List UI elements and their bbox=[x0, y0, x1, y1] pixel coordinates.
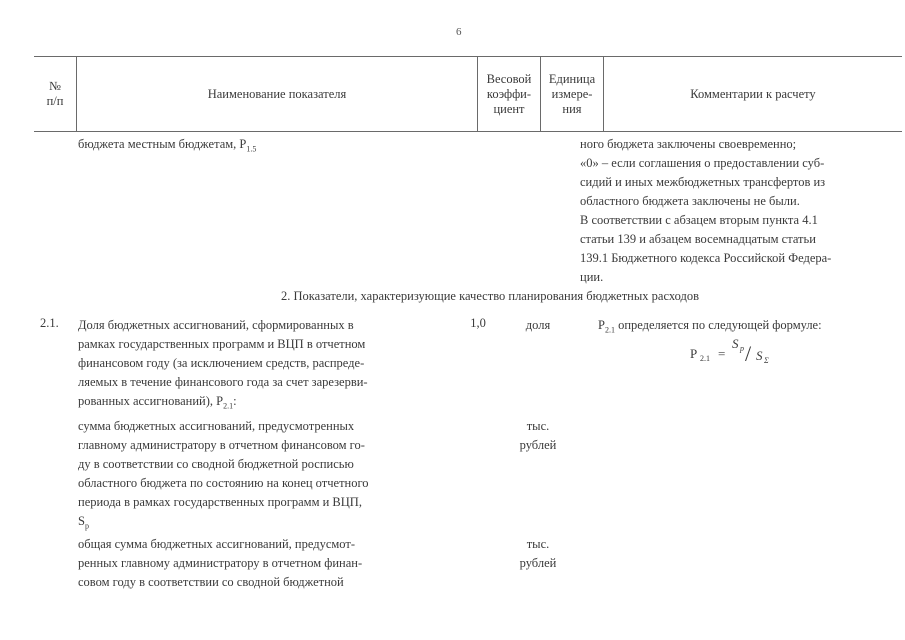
name-last-text: рованных ассигнований), P bbox=[78, 394, 224, 408]
header-col-number: № п/п bbox=[46, 79, 64, 108]
row-ss-unit: тыс. рублей bbox=[519, 537, 557, 570]
comment-line: ции. bbox=[580, 270, 604, 284]
formula-numerator: S bbox=[732, 336, 739, 351]
sp-symbol: S bbox=[78, 514, 85, 528]
comment-line: В соответствии с абзацем вторым пункта 4.1 bbox=[580, 213, 818, 227]
sp-line: областного бюджета по состоянию на конец отчетного bbox=[78, 476, 369, 490]
name-last-tail: : bbox=[233, 394, 237, 408]
name-last-sub: 2.1 bbox=[223, 401, 234, 411]
name-line: ляемых в течение финансового года за счет зарезерви- bbox=[78, 375, 368, 389]
page-number: 6 bbox=[456, 26, 462, 38]
name-line-last bbox=[78, 392, 433, 416]
sp-line: ду в соответствии со сводной бюджетной росписью bbox=[78, 457, 354, 471]
comment-line: 139.1 Бюджетного кодекса Российской Федера- bbox=[580, 251, 832, 265]
row-1-5-name bbox=[78, 135, 433, 159]
comment-text: определяется по следующей формуле: bbox=[614, 318, 822, 332]
row-2-1-unit: доля bbox=[525, 318, 551, 332]
row-2-1-number: 2.1. bbox=[40, 316, 59, 330]
header-col-name: Наименование показателя bbox=[76, 57, 477, 131]
header-col-comment: Комментарии к расчету bbox=[603, 57, 902, 131]
row-ss-text bbox=[78, 535, 433, 592]
name-line: Доля бюджетных ассигнований, сформированных в bbox=[78, 318, 354, 332]
formula bbox=[690, 332, 810, 372]
sp-symbol-sub: p bbox=[84, 521, 89, 531]
row-2-1-weight: 1,0 bbox=[470, 316, 486, 330]
formula-equals: = bbox=[718, 346, 726, 361]
formula-lhs-sub: 2.1 bbox=[700, 354, 710, 363]
comment-line: ного бюджета заключены своевременно; bbox=[580, 137, 797, 151]
row-sp-unit: тыс. рублей bbox=[519, 419, 557, 452]
comment-line: сидий и иных межбюджетных трансфертов из bbox=[580, 175, 826, 189]
row-1-5-name-sub: 1.5 bbox=[246, 144, 257, 154]
formula-denominator: S bbox=[756, 348, 763, 363]
table-header bbox=[34, 56, 902, 132]
row-sp-text bbox=[78, 417, 433, 536]
ss-line: общая сумма бюджетных ассигнований, предусмот- bbox=[78, 537, 356, 551]
formula-denominator-sub: Σ bbox=[764, 356, 769, 365]
comment-symbol: P bbox=[598, 318, 605, 332]
row-1-5-comment bbox=[580, 135, 887, 287]
row-1-5-name-text: бюджета местным бюджетам, P bbox=[78, 137, 247, 151]
ss-line: совом году в соответствии со сводной бюджетной bbox=[78, 575, 344, 589]
formula-numerator-sub: p bbox=[740, 344, 744, 353]
name-line: финансовом году (за исключением средств, распреде- bbox=[78, 356, 365, 370]
ss-line: ренных главному администратору в отчетном финан- bbox=[78, 556, 363, 570]
formula-slash: / bbox=[745, 341, 752, 366]
sp-line: сумма бюджетных ассигнований, предусмотренных bbox=[78, 419, 355, 433]
header-col-unit: Единица измере- ния bbox=[540, 57, 603, 131]
comment-line: статьи 139 и абзацем восемнадцатым статьи bbox=[580, 232, 816, 246]
header-col-weight: Весовой коэффи- циент bbox=[477, 57, 540, 131]
row-2-1-name bbox=[78, 316, 433, 416]
sp-line: периода в рамках государственных программ и ВЦП, bbox=[78, 495, 362, 509]
section-2-title: 2. Показатели, характеризующие качество планирования бюджетных расходов bbox=[281, 289, 699, 303]
comment-symbol-sub: 2.1 bbox=[604, 325, 615, 335]
formula-lhs: P bbox=[690, 346, 698, 361]
sp-line: главному администратору в отчетном финансовом го- bbox=[78, 438, 365, 452]
comment-line: «0» – если соглашения о предоставлении суб- bbox=[580, 156, 825, 170]
name-line: рамках государственных программ и ВЦП в отчетном bbox=[78, 337, 366, 351]
comment-line: областного бюджета заключены не были. bbox=[580, 194, 800, 208]
